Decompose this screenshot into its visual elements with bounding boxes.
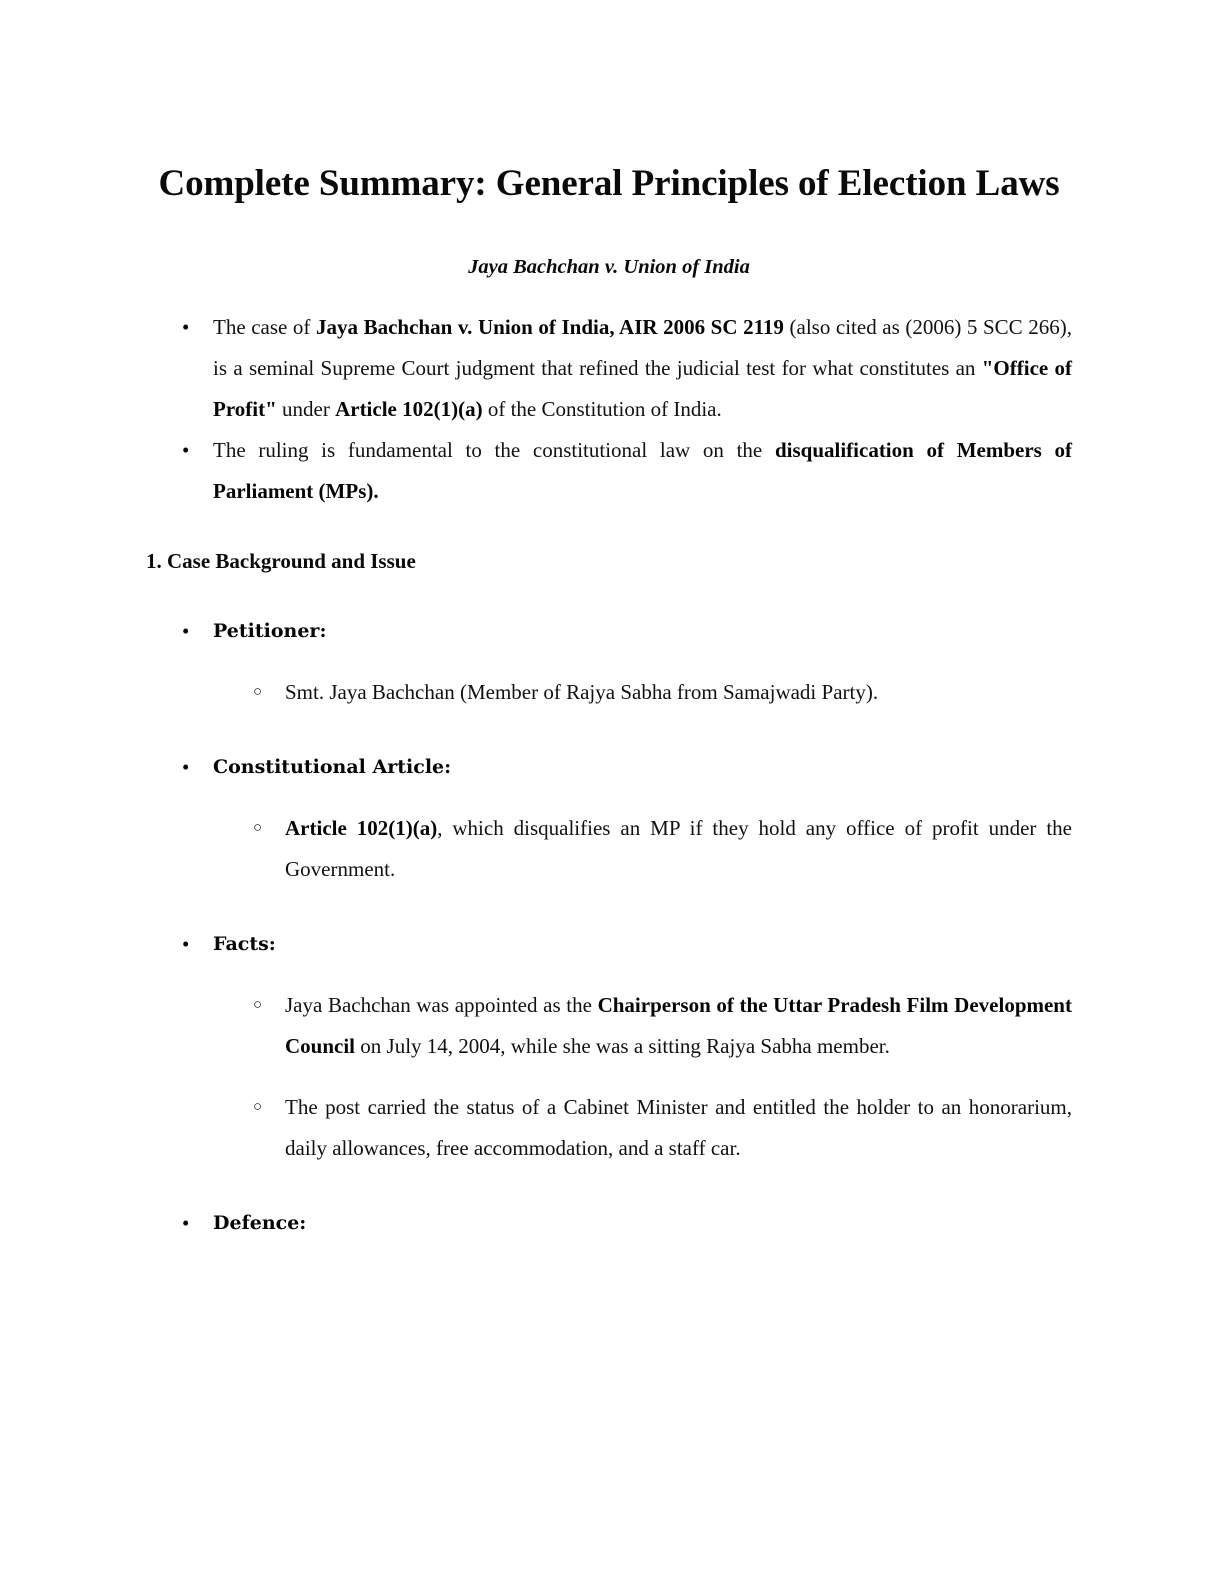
sub-list-item-text: [285, 985, 1072, 1067]
bullet-circle-icon: ○: [253, 1099, 263, 1116]
sub-bullet-list: [213, 672, 1072, 713]
body-text: The ruling is fundamental to the constitutional law on the: [213, 438, 775, 463]
list-item: [146, 747, 1072, 890]
list-item: [146, 1203, 1072, 1244]
sections-root: [146, 541, 1072, 1244]
list-item-label: Defence:: [213, 1212, 307, 1235]
bullet-circle-icon: ○: [253, 997, 263, 1014]
emphasis-text: Jaya Bachchan v. Union of India, AIR 2006 SC 2119: [316, 315, 784, 340]
section-heading: 1. Case Background and Issue: [146, 549, 416, 574]
emphasis-text: disqualification of Members of Parliament (MPs).: [213, 438, 1072, 504]
body-text: The case of: [213, 315, 316, 340]
sub-list-item: [213, 672, 1072, 713]
bullet-dot-icon: •: [182, 315, 190, 340]
bullet-dot-icon: •: [182, 1211, 190, 1236]
bullet-circle-icon: ○: [253, 820, 263, 837]
list-item-text: [213, 430, 1072, 512]
body-text: Smt. Jaya Bachchan (Member of Rajya Sabha from Samajwadi Party).: [285, 680, 879, 705]
list-item-text: [213, 307, 1072, 430]
sub-list-item-text: [285, 672, 1072, 713]
list-item: [146, 611, 1072, 713]
body-text: on July 14, 2004, while she was a sitting Rajya Sabha member.: [355, 1034, 890, 1059]
page-title: Complete Summary: General Principles of Election Laws: [158, 163, 1060, 204]
document-content: [146, 0, 1072, 1244]
sub-list-item: [213, 985, 1072, 1067]
list-item-label: Constitutional Article:: [213, 756, 452, 779]
emphasis-text: Article 102(1)(a): [335, 397, 483, 422]
emphasis-text: Article 102(1)(a): [285, 816, 438, 841]
bullet-dot-icon: •: [182, 755, 190, 780]
bullet-dot-icon: •: [182, 438, 190, 463]
emphasis-text: "Office of Profit": [213, 356, 1073, 422]
bullet-dot-icon: •: [182, 619, 190, 644]
list-item: [146, 924, 1072, 1169]
sub-list-item-text: [285, 808, 1072, 890]
bullet-circle-icon: ○: [253, 684, 263, 701]
sub-list-item: [213, 808, 1072, 890]
list-item-label: Facts:: [213, 933, 276, 956]
sub-list-item-text: [285, 1087, 1072, 1169]
body-text: (also cited as (2006) 5 SCC 266), is a seminal Supreme Court judgment that refined the judicial test for what constitutes an: [213, 315, 1072, 381]
intro-bullet-list: [146, 307, 1072, 512]
section-bullet-list: [146, 611, 1072, 1244]
list-item: [146, 307, 1072, 430]
body-text: Jaya Bachchan was appointed as the: [285, 993, 598, 1018]
body-text: of the Constitution of India.: [482, 397, 722, 422]
emphasis-text: Chairperson of the Uttar Pradesh Film Development Council: [285, 993, 1072, 1059]
case-name-subtitle: Jaya Bachchan v. Union of India: [468, 256, 750, 279]
body-text: The post carried the status of a Cabinet Minister and entitled the holder to an honorarium, daily allowances, free accommodation, and a staff car.: [285, 1095, 1072, 1161]
body-text: under: [276, 397, 336, 422]
bullet-dot-icon: •: [182, 932, 190, 957]
list-item-label: Petitioner:: [213, 620, 327, 643]
sub-bullet-list: [213, 985, 1072, 1169]
sub-bullet-list: [213, 808, 1072, 890]
body-text: , which disqualifies an MP if they hold any office of profit under the Government.: [285, 816, 1072, 882]
list-item: [146, 430, 1072, 512]
sub-list-item: [213, 1087, 1072, 1169]
